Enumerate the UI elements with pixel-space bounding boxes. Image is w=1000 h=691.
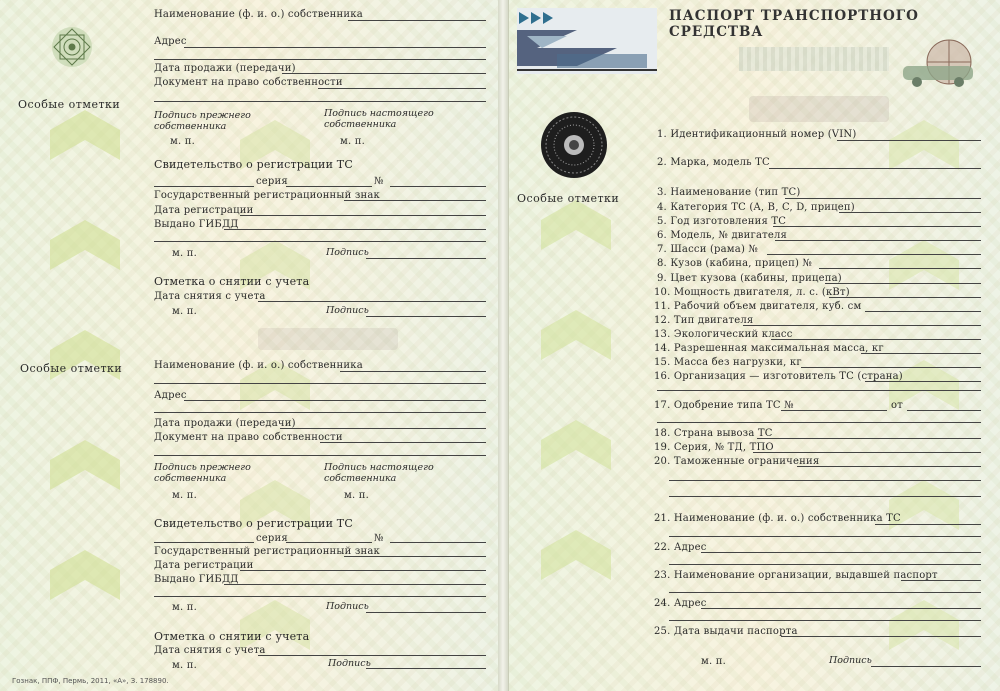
field-issuing-address-b[interactable] bbox=[669, 620, 981, 621]
reg-cert-series-field-1[interactable] bbox=[154, 186, 254, 187]
reg-cert-number-field-1[interactable] bbox=[390, 186, 486, 187]
field-issue-date[interactable] bbox=[781, 636, 981, 637]
stamp-place-right: м. п. bbox=[701, 656, 726, 667]
field-engine[interactable] bbox=[775, 240, 981, 241]
issued-by-label-2: Выдано ГИБДД bbox=[154, 574, 239, 585]
field-engine-label: 6. Модель, № двигателя bbox=[657, 230, 788, 241]
sale-date-field-2[interactable] bbox=[280, 428, 486, 429]
issued-by-field-1[interactable] bbox=[224, 229, 486, 230]
field-color[interactable] bbox=[825, 283, 981, 284]
issued-by-field-1b[interactable] bbox=[154, 241, 486, 242]
field-manufacturer[interactable] bbox=[865, 381, 981, 382]
address-label-2: Адрес bbox=[154, 390, 187, 401]
stamp-place-1c: м. п. bbox=[172, 248, 197, 259]
field-engine-type[interactable] bbox=[743, 325, 981, 326]
field-year[interactable] bbox=[773, 226, 981, 227]
reg-cert-series-field-2[interactable] bbox=[154, 542, 254, 543]
field-displacement-label: 11. Рабочий объем двигателя, куб. см bbox=[654, 301, 862, 312]
field-power[interactable] bbox=[829, 297, 981, 298]
state-plate-field-1[interactable] bbox=[344, 200, 486, 201]
document-title: ПАСПОРТ ТРАНСПОРТНОГО СРЕДСТВА bbox=[669, 8, 919, 40]
special-marks-label-bottom: Особые отметки bbox=[20, 362, 123, 375]
header-ornament-band-icon bbox=[517, 8, 657, 74]
field-vin[interactable] bbox=[837, 140, 981, 141]
field-chassis[interactable] bbox=[767, 254, 981, 255]
stamp-place-1d: м. п. bbox=[172, 306, 197, 317]
field-issuing-org[interactable] bbox=[901, 580, 981, 581]
car-emblem-icon bbox=[897, 38, 985, 90]
field-year-label: 5. Год изготовления ТС bbox=[657, 216, 787, 227]
address-field-1[interactable] bbox=[184, 47, 486, 48]
signature-label-right: Подпись bbox=[829, 655, 872, 666]
prev-owner-signature-label-2: Подпись прежнего собственника bbox=[154, 462, 251, 484]
book-gutter bbox=[498, 0, 508, 691]
field-export-country[interactable] bbox=[757, 438, 981, 439]
field-curb-mass[interactable] bbox=[801, 367, 981, 368]
field-customs-restrictions-c[interactable] bbox=[669, 496, 981, 497]
field-customs-restrictions-label: 20. Таможенные ограничения bbox=[654, 456, 820, 467]
field-owner-name[interactable] bbox=[875, 524, 981, 525]
ownership-doc-field-2b[interactable] bbox=[154, 455, 486, 456]
number-label-1: № bbox=[374, 176, 384, 187]
field-engine-type-label: 12. Тип двигателя bbox=[654, 315, 754, 326]
field-customs-doc[interactable] bbox=[753, 452, 981, 453]
state-plate-label-1: Государственный регистрационный знак bbox=[154, 190, 380, 201]
field-manufacturer-label: 16. Организация — изготовитель ТС (страна) bbox=[654, 371, 903, 382]
curr-owner-signature-label-2: Подпись настоящего собственника bbox=[324, 462, 434, 484]
printer-imprint: Гознак, ППФ, Пермь, 2011, «А», З. 178890. bbox=[12, 677, 169, 685]
field-body-label: 8. Кузов (кабина, прицеп) № bbox=[657, 258, 813, 269]
state-plate-label-2: Государственный регистрационный знак bbox=[154, 546, 380, 557]
field-max-mass-label: 14. Разрешенная максимальная масса, кг bbox=[654, 343, 884, 354]
field-issuing-address-label: 24. Адрес bbox=[654, 598, 707, 609]
field-export-country-label: 18. Страна вывоза ТС bbox=[654, 428, 773, 439]
field-issue-date-label: 25. Дата выдачи паспорта bbox=[654, 626, 798, 637]
field-displacement[interactable] bbox=[865, 311, 981, 312]
signature-field-1[interactable] bbox=[366, 258, 486, 259]
stamp-place-2a: м. п. bbox=[172, 490, 197, 501]
signature-field-1b[interactable] bbox=[366, 316, 486, 317]
right-page bbox=[508, 0, 1000, 691]
owner-name-label-2: Наименование (ф. и. о.) собственника bbox=[154, 360, 363, 371]
watermark-band-top bbox=[749, 96, 889, 122]
chevron-pattern-right-a bbox=[541, 190, 611, 610]
left-page bbox=[0, 0, 499, 691]
field-chassis-label: 7. Шасси (рама) № bbox=[657, 244, 759, 255]
ownership-doc-label-2: Документ на право собственности bbox=[154, 432, 343, 443]
address-field-2[interactable] bbox=[184, 400, 486, 401]
stamp-place-2b: м. п. bbox=[344, 490, 369, 501]
address-label-1: Адрес bbox=[154, 36, 187, 47]
field-owner-address-label: 22. Адрес bbox=[654, 542, 707, 553]
signature-label-1b: Подпись bbox=[326, 305, 369, 316]
field-eco-class[interactable] bbox=[771, 339, 981, 340]
field-manufacturer-b[interactable] bbox=[657, 390, 981, 391]
field-category-label: 4. Категория ТС (A, B, C, D, прицеп) bbox=[657, 202, 855, 213]
field-body[interactable] bbox=[819, 268, 981, 269]
ownership-doc-field-2[interactable] bbox=[320, 442, 486, 443]
field-vehicle-type-label: 3. Наименование (тип ТС) bbox=[657, 187, 801, 198]
reg-cert-label-1: Свидетельство о регистрации ТС bbox=[154, 158, 353, 171]
special-marks-label-top: Особые отметки bbox=[18, 98, 121, 111]
field-type-approval-label: 17. Одобрение типа ТС № bbox=[654, 400, 794, 411]
dereg-date-label-1: Дата снятия с учета bbox=[154, 291, 266, 302]
watermark-band bbox=[258, 328, 398, 350]
field-curb-mass-label: 15. Масса без нагрузки, кг bbox=[654, 357, 802, 368]
reg-date-field-2[interactable] bbox=[240, 570, 486, 571]
stamp-place-1b: м. п. bbox=[340, 136, 365, 147]
dereg-date-label-2: Дата снятия с учета bbox=[154, 645, 266, 656]
series-label-1: серия bbox=[256, 176, 288, 187]
address-field-1b[interactable] bbox=[154, 59, 486, 60]
sale-date-field-1[interactable] bbox=[282, 73, 486, 74]
ownership-doc-field-1b[interactable] bbox=[154, 101, 486, 102]
owner-name-field-2b[interactable] bbox=[154, 383, 486, 384]
field-category[interactable] bbox=[839, 212, 981, 213]
security-hologram-icon bbox=[539, 110, 609, 180]
signature-label-1: Подпись bbox=[326, 247, 369, 258]
signature-field-2[interactable] bbox=[366, 612, 486, 613]
name-plate-band bbox=[739, 47, 889, 71]
field-eco-class-label: 13. Экологический класс bbox=[654, 329, 793, 340]
reg-date-label-1: Дата регистрации bbox=[154, 205, 254, 216]
field-type-approval-from-label: от bbox=[891, 400, 903, 411]
number-label-2: № bbox=[374, 533, 384, 544]
issued-by-field-2b[interactable] bbox=[154, 596, 486, 597]
state-plate-field-2[interactable] bbox=[344, 556, 486, 557]
dereg-date-field-2[interactable] bbox=[258, 655, 486, 656]
ownership-doc-field-1[interactable] bbox=[318, 88, 486, 89]
signature-label-2: Подпись bbox=[326, 601, 369, 612]
stamp-place-2c: м. п. bbox=[172, 602, 197, 613]
reg-date-field-1[interactable] bbox=[240, 215, 486, 216]
field-owner-name-label: 21. Наименование (ф. и. о.) собственника ТС bbox=[654, 513, 901, 524]
field-owner-address[interactable] bbox=[701, 552, 981, 553]
field-issuing-address[interactable] bbox=[701, 608, 981, 609]
signature-field-2b[interactable] bbox=[366, 668, 486, 669]
special-marks-label-right: Особые отметки bbox=[517, 192, 620, 205]
dereg-title-1: Отметка о снятии с учета bbox=[154, 275, 310, 288]
field-issuing-org-b[interactable] bbox=[669, 592, 981, 593]
reg-cert-number-field-2[interactable] bbox=[390, 542, 486, 543]
owner-name-field-2[interactable] bbox=[340, 371, 486, 372]
reg-date-label-2: Дата регистрации bbox=[154, 560, 254, 571]
issued-by-field-2[interactable] bbox=[224, 584, 486, 585]
field-owner-name-b[interactable] bbox=[669, 536, 981, 537]
reg-cert-series-value-2[interactable] bbox=[286, 542, 372, 543]
issued-by-label-1: Выдано ГИБДД bbox=[154, 219, 239, 230]
field-color-label: 9. Цвет кузова (кабины, прицепа) bbox=[657, 273, 842, 284]
field-customs-doc-label: 19. Серия, № ТД, ТПО bbox=[654, 442, 774, 453]
prev-owner-signature-label-1: Подпись прежнего собственника bbox=[154, 110, 251, 132]
dereg-date-field-1[interactable] bbox=[258, 301, 486, 302]
stamp-place-2d: м. п. bbox=[172, 660, 197, 671]
field-vehicle-type[interactable] bbox=[785, 198, 981, 199]
dereg-title-2: Отметка о снятии с учета bbox=[154, 630, 310, 643]
field-type-approval-date[interactable] bbox=[907, 410, 981, 411]
stamp-place-1a: м. п. bbox=[170, 136, 195, 147]
signature-field-right[interactable] bbox=[871, 666, 981, 667]
ornament-emblem-icon bbox=[50, 25, 94, 69]
sale-date-label-1: Дата продажи (передачи) bbox=[154, 63, 296, 74]
owner-name-label-1: Наименование (ф. и. о.) собственника bbox=[154, 9, 363, 20]
sale-date-label-2: Дата продажи (передачи) bbox=[154, 418, 296, 429]
field-make-model[interactable] bbox=[769, 168, 981, 169]
ownership-doc-label-1: Документ на право собственности bbox=[154, 77, 343, 88]
chevron-pattern-left bbox=[50, 90, 120, 680]
field-customs-restrictions[interactable] bbox=[797, 466, 981, 467]
reg-cert-label-2: Свидетельство о регистрации ТС bbox=[154, 517, 353, 530]
field-make-model-label: 2. Марка, модель ТС bbox=[657, 157, 770, 168]
address-field-2b[interactable] bbox=[154, 412, 486, 413]
field-power-label: 10. Мощность двигателя, л. с. (кВт) bbox=[654, 287, 850, 298]
owner-name-field-1[interactable] bbox=[348, 20, 486, 21]
field-max-mass[interactable] bbox=[861, 353, 981, 354]
field-type-approval-b[interactable] bbox=[657, 422, 981, 423]
field-owner-address-b[interactable] bbox=[669, 564, 981, 565]
field-type-approval-number[interactable] bbox=[781, 410, 887, 411]
reg-cert-series-value-1[interactable] bbox=[286, 186, 372, 187]
field-customs-restrictions-b[interactable] bbox=[669, 480, 981, 481]
signature-label-2b: Подпись bbox=[328, 658, 371, 669]
curr-owner-signature-label-1: Подпись настоящего собственника bbox=[324, 108, 434, 130]
field-issuing-org-label: 23. Наименование организации, выдавшей паспорт bbox=[654, 570, 938, 581]
series-label-2: серия bbox=[256, 533, 288, 544]
field-vin-label: 1. Идентификационный номер (VIN) bbox=[657, 129, 857, 140]
